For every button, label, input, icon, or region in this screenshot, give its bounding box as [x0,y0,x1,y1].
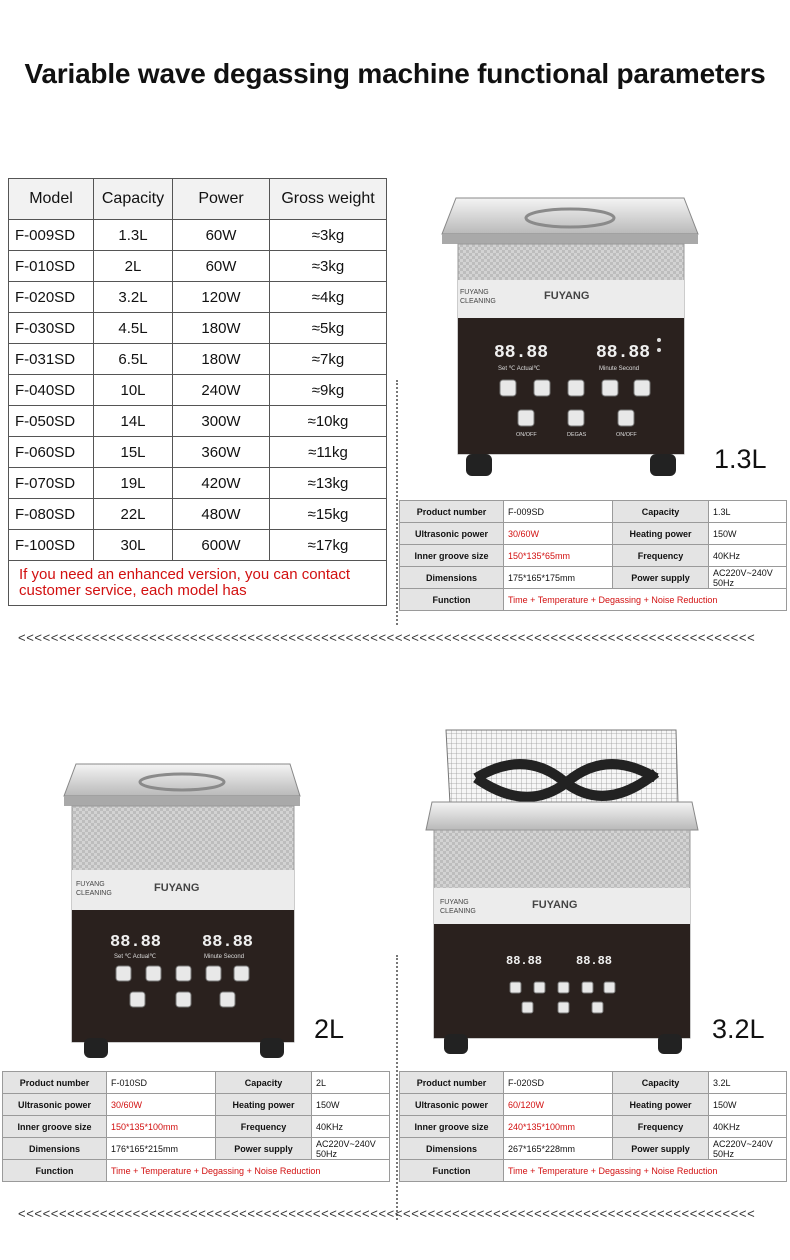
spec-label: Frequency [216,1116,312,1138]
spec-value-function: Time + Temperature + Degassing + Noise Reduction [107,1160,390,1182]
model-row [9,313,387,344]
spec-value-frequency: 40KHz [312,1116,390,1138]
machine-image-3-2l [416,728,706,1058]
spec-value-power-supply: AC220V~240V 50Hz [312,1138,390,1160]
spec-row [3,1138,390,1160]
page-title: Variable wave degassing machine functional parameters [24,58,766,89]
model-row [9,220,387,251]
weight-cell: ≈13kg [270,468,387,499]
power-cell: 60W [173,220,270,251]
spec-label: Inner groove size [400,1116,504,1138]
spec-row [400,501,787,523]
svg-text:88.88: 88.88 [202,933,254,952]
spec-value-heating-power: 150W [709,523,787,545]
horizontal-separator: <<<<<<<<<<<<<<<<<<<<<<<<<<<<<<<<<<<<<<<<<<<<<<<<<<<<<<<<<<<<<<<<<<<<<<<<<<<<<<<<<<<<<<<<<< [18,630,756,645]
spec-label: Capacity [613,1072,709,1094]
header-gross-weight: Gross weight [270,179,387,220]
ultrasonic-cleaner-image [436,190,706,480]
spec-label: Power supply [613,567,709,589]
svg-text:CLEANING: CLEANING [76,890,112,897]
model-cell: F-100SD [9,530,94,561]
spec-value-capacity: 3.2L [709,1072,787,1094]
svg-text:FUYANG: FUYANG [532,899,578,911]
svg-text:ON/OFF: ON/OFF [516,432,537,438]
spec-label: Capacity [216,1072,312,1094]
enhanced-version-note: If you need an enhanced version, you can contact customer service, each model has [9,561,387,606]
spec-row [3,1160,390,1182]
spec-label: Product number [400,501,504,523]
spec-value-inner-groove-size: 150*135*65mm [504,545,613,567]
spec-value-dimensions: 175*165*175mm [504,567,613,589]
spec-row [400,1116,787,1138]
capacity-cell: 2L [94,251,173,282]
power-cell: 480W [173,499,270,530]
power-cell: 600W [173,530,270,561]
svg-text:Minute Second: Minute Second [204,954,245,960]
spec-row [400,1138,787,1160]
spec-value-frequency: 40KHz [709,1116,787,1138]
power-cell: 420W [173,468,270,499]
spec-label: Function [3,1160,107,1182]
spec-row [400,589,787,611]
power-cell: 180W [173,344,270,375]
weight-cell: ≈17kg [270,530,387,561]
spec-row [400,1094,787,1116]
spec-label: Ultrasonic power [3,1094,107,1116]
weight-cell: ≈3kg [270,251,387,282]
spec-value-dimensions: 267*165*228mm [504,1138,613,1160]
model-cell: F-010SD [9,251,94,282]
model-table [8,178,387,606]
vertical-divider [396,380,398,625]
spec-label: Product number [400,1072,504,1094]
weight-cell: ≈11kg [270,437,387,468]
model-row [9,437,387,468]
spec-label: Dimensions [400,567,504,589]
spec-label: Power supply [216,1138,312,1160]
weight-cell: ≈3kg [270,220,387,251]
weight-cell: ≈15kg [270,499,387,530]
svg-text:Set ℃ Actual℃: Set ℃ Actual℃ [498,366,541,372]
spec-value-function: Time + Temperature + Degassing + Noise Reduction [504,589,787,611]
svg-text:FUYANG: FUYANG [154,882,200,894]
svg-text:Set ℃ Actual℃: Set ℃ Actual℃ [114,954,157,960]
spec-label: Capacity [613,501,709,523]
svg-text:88.88: 88.88 [110,933,162,952]
horizontal-separator: <<<<<<<<<<<<<<<<<<<<<<<<<<<<<<<<<<<<<<<<<<<<<<<<<<<<<<<<<<<<<<<<<<<<<<<<<<<<<<<<<<<<<<<<<< [18,1206,756,1221]
ultrasonic-cleaner-with-basket-image [416,728,706,1058]
svg-text:88.88: 88.88 [494,343,549,363]
weight-cell: ≈4kg [270,282,387,313]
svg-text:88.88: 88.88 [596,343,651,363]
spec-label: Heating power [216,1094,312,1116]
spec-label: Inner groove size [3,1116,107,1138]
brand-logo-text: FUYANG [544,290,590,302]
spec-table-2l [2,1071,390,1182]
spec-value-dimensions: 176*165*215mm [107,1138,216,1160]
svg-text:88.88: 88.88 [506,954,543,968]
spec-label: Ultrasonic power [400,1094,504,1116]
spec-row [400,567,787,589]
power-cell: 180W [173,313,270,344]
capacity-cell: 19L [94,468,173,499]
model-cell: F-030SD [9,313,94,344]
spec-value-frequency: 40KHz [709,545,787,567]
svg-text:CLEANING: CLEANING [440,908,476,915]
spec-row [400,1160,787,1182]
svg-text:FUYANG: FUYANG [440,899,469,906]
spec-value-power-supply: AC220V~240V 50Hz [709,567,787,589]
svg-text:DEGAS: DEGAS [567,432,587,438]
brand-small-text: FUYANG [460,289,489,296]
note-row [9,561,387,606]
spec-row [3,1116,390,1138]
vertical-divider [396,955,398,1220]
spec-value-inner-groove-size: 150*135*100mm [107,1116,216,1138]
header-capacity: Capacity [94,179,173,220]
weight-cell: ≈10kg [270,406,387,437]
spec-label: Frequency [613,1116,709,1138]
spec-table-3-2l [399,1071,787,1182]
capacity-cell: 30L [94,530,173,561]
ultrasonic-cleaner-image [58,760,308,1060]
spec-value-product-number: F-009SD [504,501,613,523]
spec-label: Product number [3,1072,107,1094]
spec-label: Inner groove size [400,545,504,567]
svg-text:88.88: 88.88 [576,954,613,968]
spec-value-ultrasonic-power: 60/120W [504,1094,613,1116]
spec-label: Dimensions [400,1138,504,1160]
capacity-cell: 10L [94,375,173,406]
spec-label: Frequency [613,545,709,567]
capacity-cell: 6.5L [94,344,173,375]
capacity-cell: 4.5L [94,313,173,344]
spec-value-inner-groove-size: 240*135*100mm [504,1116,613,1138]
model-row [9,499,387,530]
spec-label: Power supply [613,1138,709,1160]
svg-text:FUYANG: FUYANG [76,881,105,888]
power-cell: 360W [173,437,270,468]
machine-image-2l [58,760,308,1060]
machine-image-1-3l [436,190,706,480]
model-cell: F-040SD [9,375,94,406]
spec-row [400,545,787,567]
svg-text:ON/OFF: ON/OFF [616,432,637,438]
model-row [9,468,387,499]
spec-value-capacity: 2L [312,1072,390,1094]
spec-label: Ultrasonic power [400,523,504,545]
power-cell: 300W [173,406,270,437]
capacity-cell: 15L [94,437,173,468]
weight-cell: ≈9kg [270,375,387,406]
spec-value-heating-power: 150W [709,1094,787,1116]
power-cell: 120W [173,282,270,313]
model-cell: F-031SD [9,344,94,375]
spec-value-power-supply: AC220V~240V 50Hz [709,1138,787,1160]
spec-row [3,1072,390,1094]
spec-value-heating-power: 150W [312,1094,390,1116]
spec-row [3,1094,390,1116]
spec-label: Function [400,1160,504,1182]
power-cell: 240W [173,375,270,406]
spec-label: Heating power [613,523,709,545]
model-cell: F-080SD [9,499,94,530]
model-cell: F-060SD [9,437,94,468]
capacity-cell: 22L [94,499,173,530]
spec-row [400,1072,787,1094]
size-label: 3.2L [712,1014,765,1044]
spec-value-product-number: F-020SD [504,1072,613,1094]
header-model: Model [9,179,94,220]
svg-text:CLEANING: CLEANING [460,298,496,305]
spec-value-product-number: F-010SD [107,1072,216,1094]
model-cell: F-009SD [9,220,94,251]
model-cell: F-050SD [9,406,94,437]
spec-value-function: Time + Temperature + Degassing + Noise Reduction [504,1160,787,1182]
model-table-header [9,179,387,220]
capacity-cell: 3.2L [94,282,173,313]
model-cell: F-020SD [9,282,94,313]
model-row [9,344,387,375]
weight-cell: ≈7kg [270,344,387,375]
size-label: 2L [314,1014,345,1044]
spec-label: Function [400,589,504,611]
model-row [9,282,387,313]
capacity-cell: 1.3L [94,220,173,251]
spec-value-ultrasonic-power: 30/60W [107,1094,216,1116]
spec-table-1-3l [399,500,787,611]
spec-value-capacity: 1.3L [709,501,787,523]
model-row [9,406,387,437]
model-row [9,530,387,561]
size-label: 1.3L [714,444,767,474]
capacity-cell: 14L [94,406,173,437]
svg-text:Minute Second: Minute Second [599,366,640,372]
model-row [9,375,387,406]
spec-value-ultrasonic-power: 30/60W [504,523,613,545]
weight-cell: ≈5kg [270,313,387,344]
spec-row [400,523,787,545]
spec-label: Dimensions [3,1138,107,1160]
header-power: Power [173,179,270,220]
spec-label: Heating power [613,1094,709,1116]
model-cell: F-070SD [9,468,94,499]
power-cell: 60W [173,251,270,282]
model-row [9,251,387,282]
